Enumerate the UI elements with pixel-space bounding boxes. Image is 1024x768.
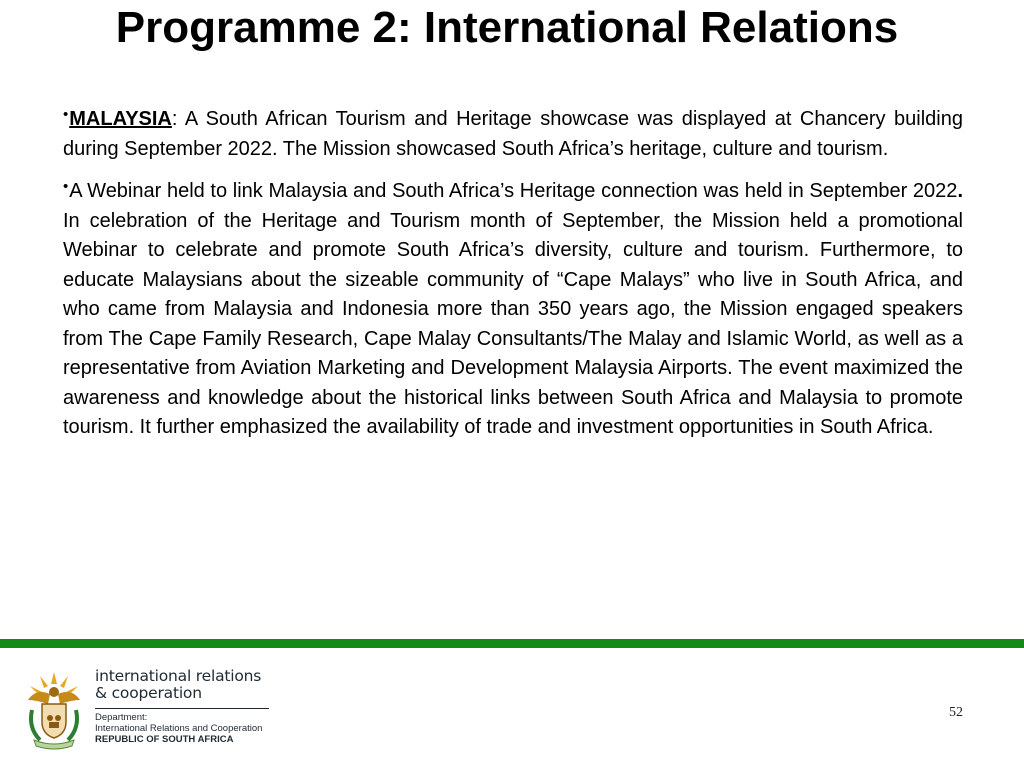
bullet-icon: • (63, 178, 69, 195)
brand-line-2: & cooperation (95, 684, 202, 702)
slide-title: Programme 2: International Relations (115, 3, 899, 52)
brand-line-1: international relations (95, 667, 262, 685)
paragraph-webinar (63, 177, 963, 443)
department-name: International Relations and Cooperation (95, 723, 263, 734)
paragraph-text-part-a: A Webinar held to link Malaysia and South Africa’s Heritage connection was held in September 2022 (69, 180, 958, 202)
department-branding (95, 668, 285, 745)
paragraph-text-part-b: In celebration of the Heritage and Tourism month of September, the Mission held a promotional Webinar to celebrate and promote South Africa’s diversity, culture and tourism. Furthermore, to educate Malaysians about the sizeable community of “Cape Malays” who live in South Africa, and who came from Malaysia and Indonesia more than 350 years ago, the Mission engaged speakers from The Cape Family Research, Cape Malay Consultants/The Malay and Islamic World, as well as a representative from Aviation Marketing and Development Malaysia Airports. The event maximized the awareness and knowledge about the historical links between South Africa and Malaysia to promote tourism. It further emphasized the availability of trade and investment opportunities in South Africa. (63, 209, 963, 438)
paragraph-text: : A South African Tourism and Heritage showcase was displayed at Chancery building during September 2022. The Mission showcased South Africa’s heritage, culture and tourism. (63, 108, 963, 160)
coat-of-arms-logo (22, 670, 86, 750)
slide-footer (0, 648, 1024, 768)
slide-content (63, 105, 963, 456)
department-label: Department: (95, 712, 148, 723)
bold-period: . (957, 180, 963, 202)
country-name: REPUBLIC OF SOUTH AFRICA (95, 734, 234, 745)
bullet-icon: • (63, 106, 69, 123)
brand-divider (95, 708, 269, 709)
page-number: 52 (949, 705, 963, 720)
footer-divider-bar (0, 639, 1024, 648)
country-heading: MALAYSIA (69, 108, 172, 130)
paragraph-malaysia-showcase (63, 105, 963, 164)
